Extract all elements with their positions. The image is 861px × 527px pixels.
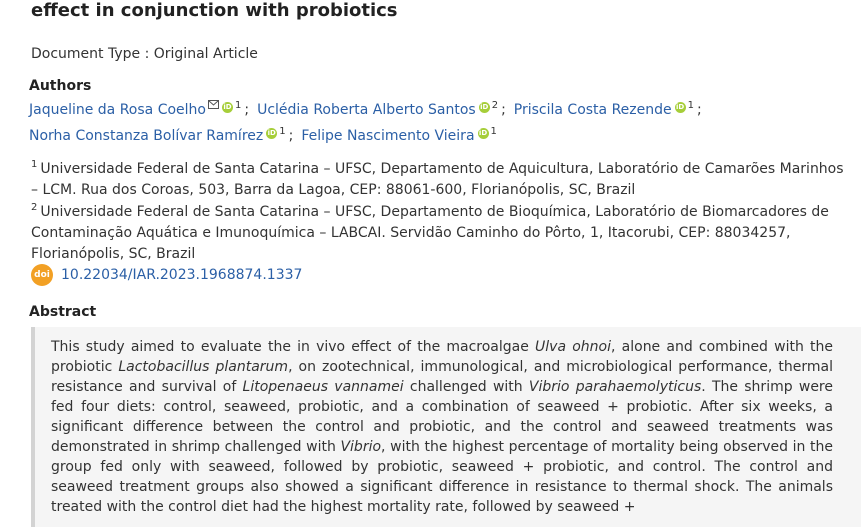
author-link[interactable]: Uclédia Roberta Alberto Santos	[257, 102, 476, 118]
affiliation-number: 1	[31, 159, 38, 170]
affiliation-ref: 1	[234, 100, 242, 111]
affiliation-ref: 1	[490, 126, 497, 137]
orcid-icon[interactable]: iD	[223, 103, 232, 111]
affiliation-ref: 2	[491, 100, 499, 111]
author-separator: ;	[244, 102, 250, 118]
author-link[interactable]: Norha Constanza Bolívar Ramírez	[29, 128, 264, 144]
doi-icon: doi	[31, 264, 53, 286]
orcid-icon[interactable]: iD	[480, 103, 489, 111]
author-link[interactable]: Jaqueline da Rosa Coelho	[29, 102, 206, 118]
author-link[interactable]: Priscila Costa Rezende	[513, 102, 672, 118]
article-title: effect in conjunction with probiotics	[31, 0, 398, 21]
affiliation-2	[31, 197, 849, 265]
author-link[interactable]: Felipe Nascimento Vieira	[301, 128, 475, 144]
affiliation-text: Universidade Federal de Santa Catarina – UFSC, Departamento de Aquicultura, Laboratório de Camarões Marinhos – LCM. Rua dos Coroas, 503, Barra da Lagoa, CEP: 88061-600, Florianópolis, SC, Brazil	[31, 161, 844, 198]
orcid-icon[interactable]: iD	[267, 129, 276, 137]
author-separator: ;	[288, 128, 294, 144]
affiliation-ref: 1	[687, 100, 694, 111]
author-separator: ;	[697, 102, 702, 118]
document-type: Document Type : Original Article	[31, 46, 258, 62]
orcid-icon[interactable]: iD	[478, 129, 488, 137]
mail-icon[interactable]	[208, 100, 219, 109]
authors-line-2	[29, 126, 497, 144]
affiliation-ref: 1	[279, 126, 286, 137]
affiliation-text: Universidade Federal de Santa Catarina – UFSC, Departamento de Bioquímica, Laboratório de Biomarcadores de Contaminação Aquática e Imunoquímica – LABCAI. Servidão Caminho do Pôrto, 1, Itacorubi, CEP: 88034257, Florianópolis, SC, Brazil	[31, 204, 829, 262]
author-separator: ;	[501, 102, 506, 118]
affiliation-1	[31, 154, 849, 201]
doi-link[interactable]: 10.22034/IAR.2023.1968874.1337	[61, 267, 303, 283]
abstract-heading: Abstract	[29, 304, 97, 320]
affiliation-number: 2	[31, 202, 38, 213]
abstract-text: This study aimed to evaluate the in vivo effect of the macroalgae Ulva ohnoi, alone and combined with the probiotic Lactobacillus plantarum, on zootechnical, immunological, and microbiological performance, thermal resistance and survival of Litopenaeus vannamei challenged with Vibrio parahaemolyticus. The shrimp were fed four diets: control, seaweed, probiotic, and a combination of seaweed + probiotic. After six weeks, a significant difference between the control and probiotic, and the control and seaweed treatments was demonstrated in shrimp challenged with Vibrio, with the highest percentage of mortality being observed in the group fed only with seaweed, followed by probiotic, seaweed + probiotic, and control. The control and seaweed treatment groups also showed a significant difference in resistance to thermal shock. The animals treated with the control diet had the highest mortality rate, followed by seaweed +	[51, 339, 833, 515]
doi-row	[31, 264, 302, 286]
authors-heading: Authors	[29, 78, 92, 94]
orcid-icon[interactable]: iD	[676, 103, 685, 111]
authors-line-1	[29, 100, 710, 118]
